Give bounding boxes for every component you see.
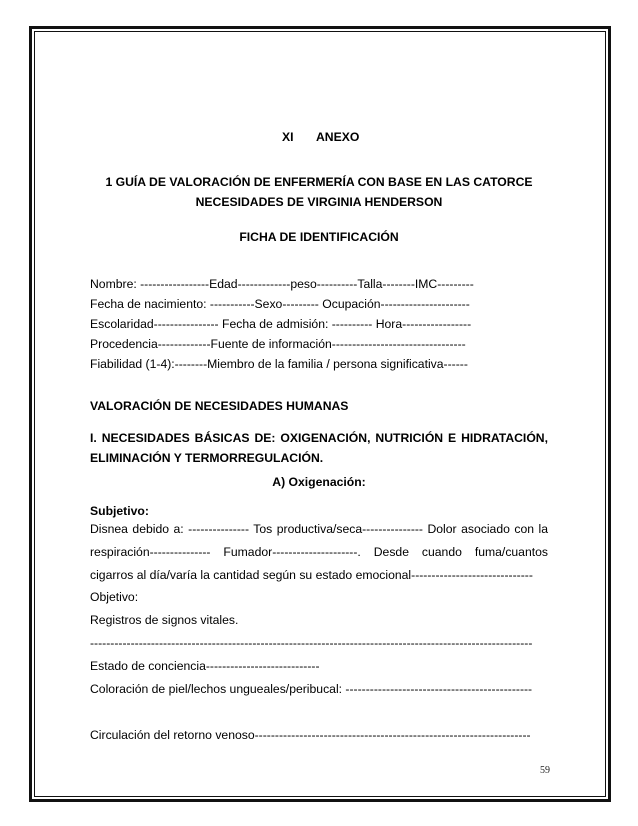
objective-label: Objetivo: (90, 590, 139, 604)
skin-line: Coloración de piel/lechos ungueales/peribucal: ---------------------------------------------- (90, 682, 533, 696)
section-heading (90, 127, 548, 147)
id-line-origin: Procedencia-------------Fuente de información--------------------------------- (90, 337, 466, 351)
id-line-name: Nombre: -----------------Edad-------------peso----------Talla--------IMC--------- (90, 277, 474, 291)
needs-title: VALORACIÓN DE NECESIDADES HUMANAS (90, 399, 349, 413)
section-title: ANEXO (316, 130, 360, 144)
id-sheet-title: FICHA DE IDENTIFICACIÓN (239, 230, 399, 244)
subjective-text: Disnea debido a: --------------- Tos productiva/seca--------------- Dolor asociado con la respiración--------------- Fumador---------------------. Desde cuando fuma/cuantos cigarros al día/varía la cantidad según su estado emocional------------------------------ (90, 522, 548, 582)
id-line-schooling: Escolaridad---------------- Fecha de admisión: ---------- Hora----------------- (90, 317, 472, 331)
vital-signs-label: Registros de signos vitales. (90, 613, 239, 627)
guide-title-line1: 1 GUÍA DE VALORACIÓN DE ENFERMERÍA CON BASE EN LAS CATORCE (105, 175, 533, 189)
basic-needs-title: I. NECESIDADES BÁSICAS DE: OXIGENACIÓN, NUTRICIÓN E HIDRATACIÓN, ELIMINACIÓN Y TERMORREGULACIÓN. (90, 431, 548, 465)
subjective-label: Subjetivo: (90, 504, 149, 518)
document-body (90, 127, 548, 745)
consciousness-line: Estado de conciencia---------------------------- (90, 659, 320, 673)
oxygenation-title: A) Oxigenación: (272, 475, 366, 489)
guide-title-line2: NECESIDADES DE VIRGINIA HENDERSON (195, 195, 443, 209)
circulation-line: Circulación del retorno venoso-------------------------------------------------------------------- (90, 728, 531, 742)
dash-line: ------------------------------------------------------------------------------------------------------------- (90, 636, 533, 650)
id-line-reliability: Fiabilidad (1-4):--------Miembro de la familia / persona significativa------ (90, 357, 468, 371)
section-number: XI (282, 130, 294, 144)
page-number: 59 (540, 765, 550, 776)
id-line-birthdate: Fecha de nacimiento: -----------Sexo--------- Ocupación---------------------- (90, 297, 470, 311)
